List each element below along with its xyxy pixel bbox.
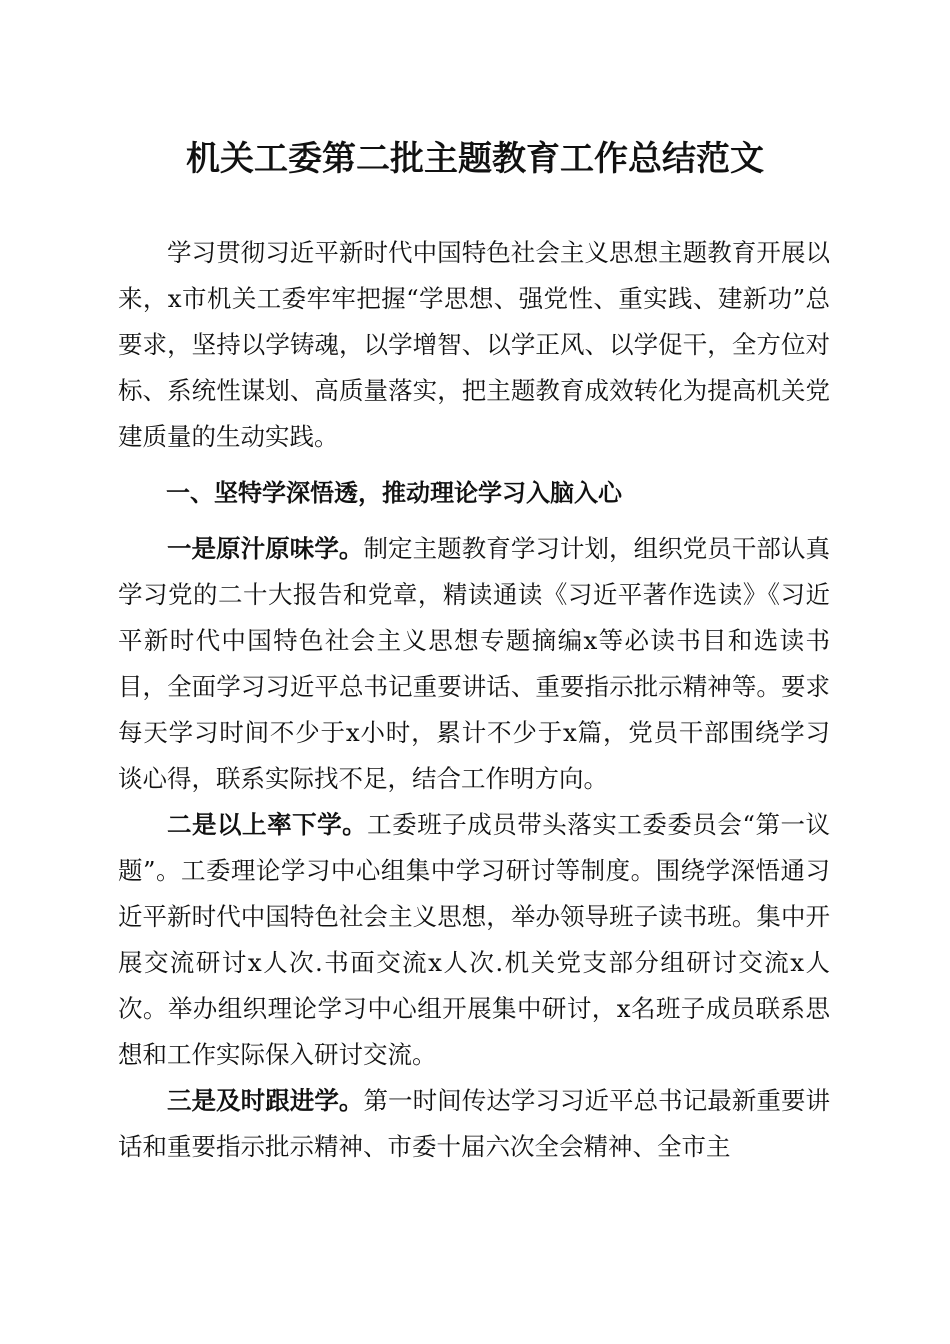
paragraph-1: [118, 526, 830, 802]
document-title: 机关工委第二批主题教育工作总结范文: [186, 139, 764, 179]
paragraph-1-lead: 一是原汁原味学。: [167, 534, 364, 563]
paragraph-2-text: 工委班子成员带头落实工委委员会“第一议题”。工委理论学习中心组集中学习研讨等制度。围绕学深悟通习近平新时代中国特色社会主义思想，举办领导班子读书班。集中开展交流研讨x人次.书面交流x人次.机关党支部分组研讨交流x人次。举办组织理论学习中心组开展集中研讨，x名班子成员联系思想和工作实际保入研讨交流。: [118, 810, 831, 1069]
paragraph-2: [118, 802, 830, 1078]
intro-paragraph: 学习贯彻习近平新时代中国特色社会主义思想主题教育开展以来，x市机关工委牢牢把握“学思想、强党性、重实践、建新功”总要求，坚持以学铸魂，以学增智、以学正风、以学促干，全方位对标、系统性谋划、高质量落实，把主题教育成效转化为提高机关党建质量的生动实践。: [118, 238, 830, 451]
paragraph-3-text: 第一时间传达学习习近平总书记最新重要讲话和重要指示批示精神、市委十届六次全会精神、全市主: [118, 1086, 831, 1161]
document-body: [118, 230, 830, 1170]
paragraph-3: [118, 1078, 830, 1170]
section-heading: 一、坚特学深悟透，推动理论学习入脑入心: [166, 479, 622, 507]
paragraph-3-lead: 三是及时跟进学。: [167, 1086, 364, 1115]
paragraph-2-lead: 二是以上率下学。: [167, 810, 368, 839]
paragraph-1-text: 制定主题教育学习计划，组织党员干部认真学习党的二十大报告和党章，精读通读《习近平著作选读》《习近平新时代中国特色社会主义思想专题摘编x等必读书目和选读书目，全面学习习近平总书记重要讲话、重要指示批示精神等。要求每天学习时间不少于x小时，累计不少于x篇，党员干部围绕学习谈心得，联系实际找不足，结合工作明方向。: [118, 534, 831, 793]
